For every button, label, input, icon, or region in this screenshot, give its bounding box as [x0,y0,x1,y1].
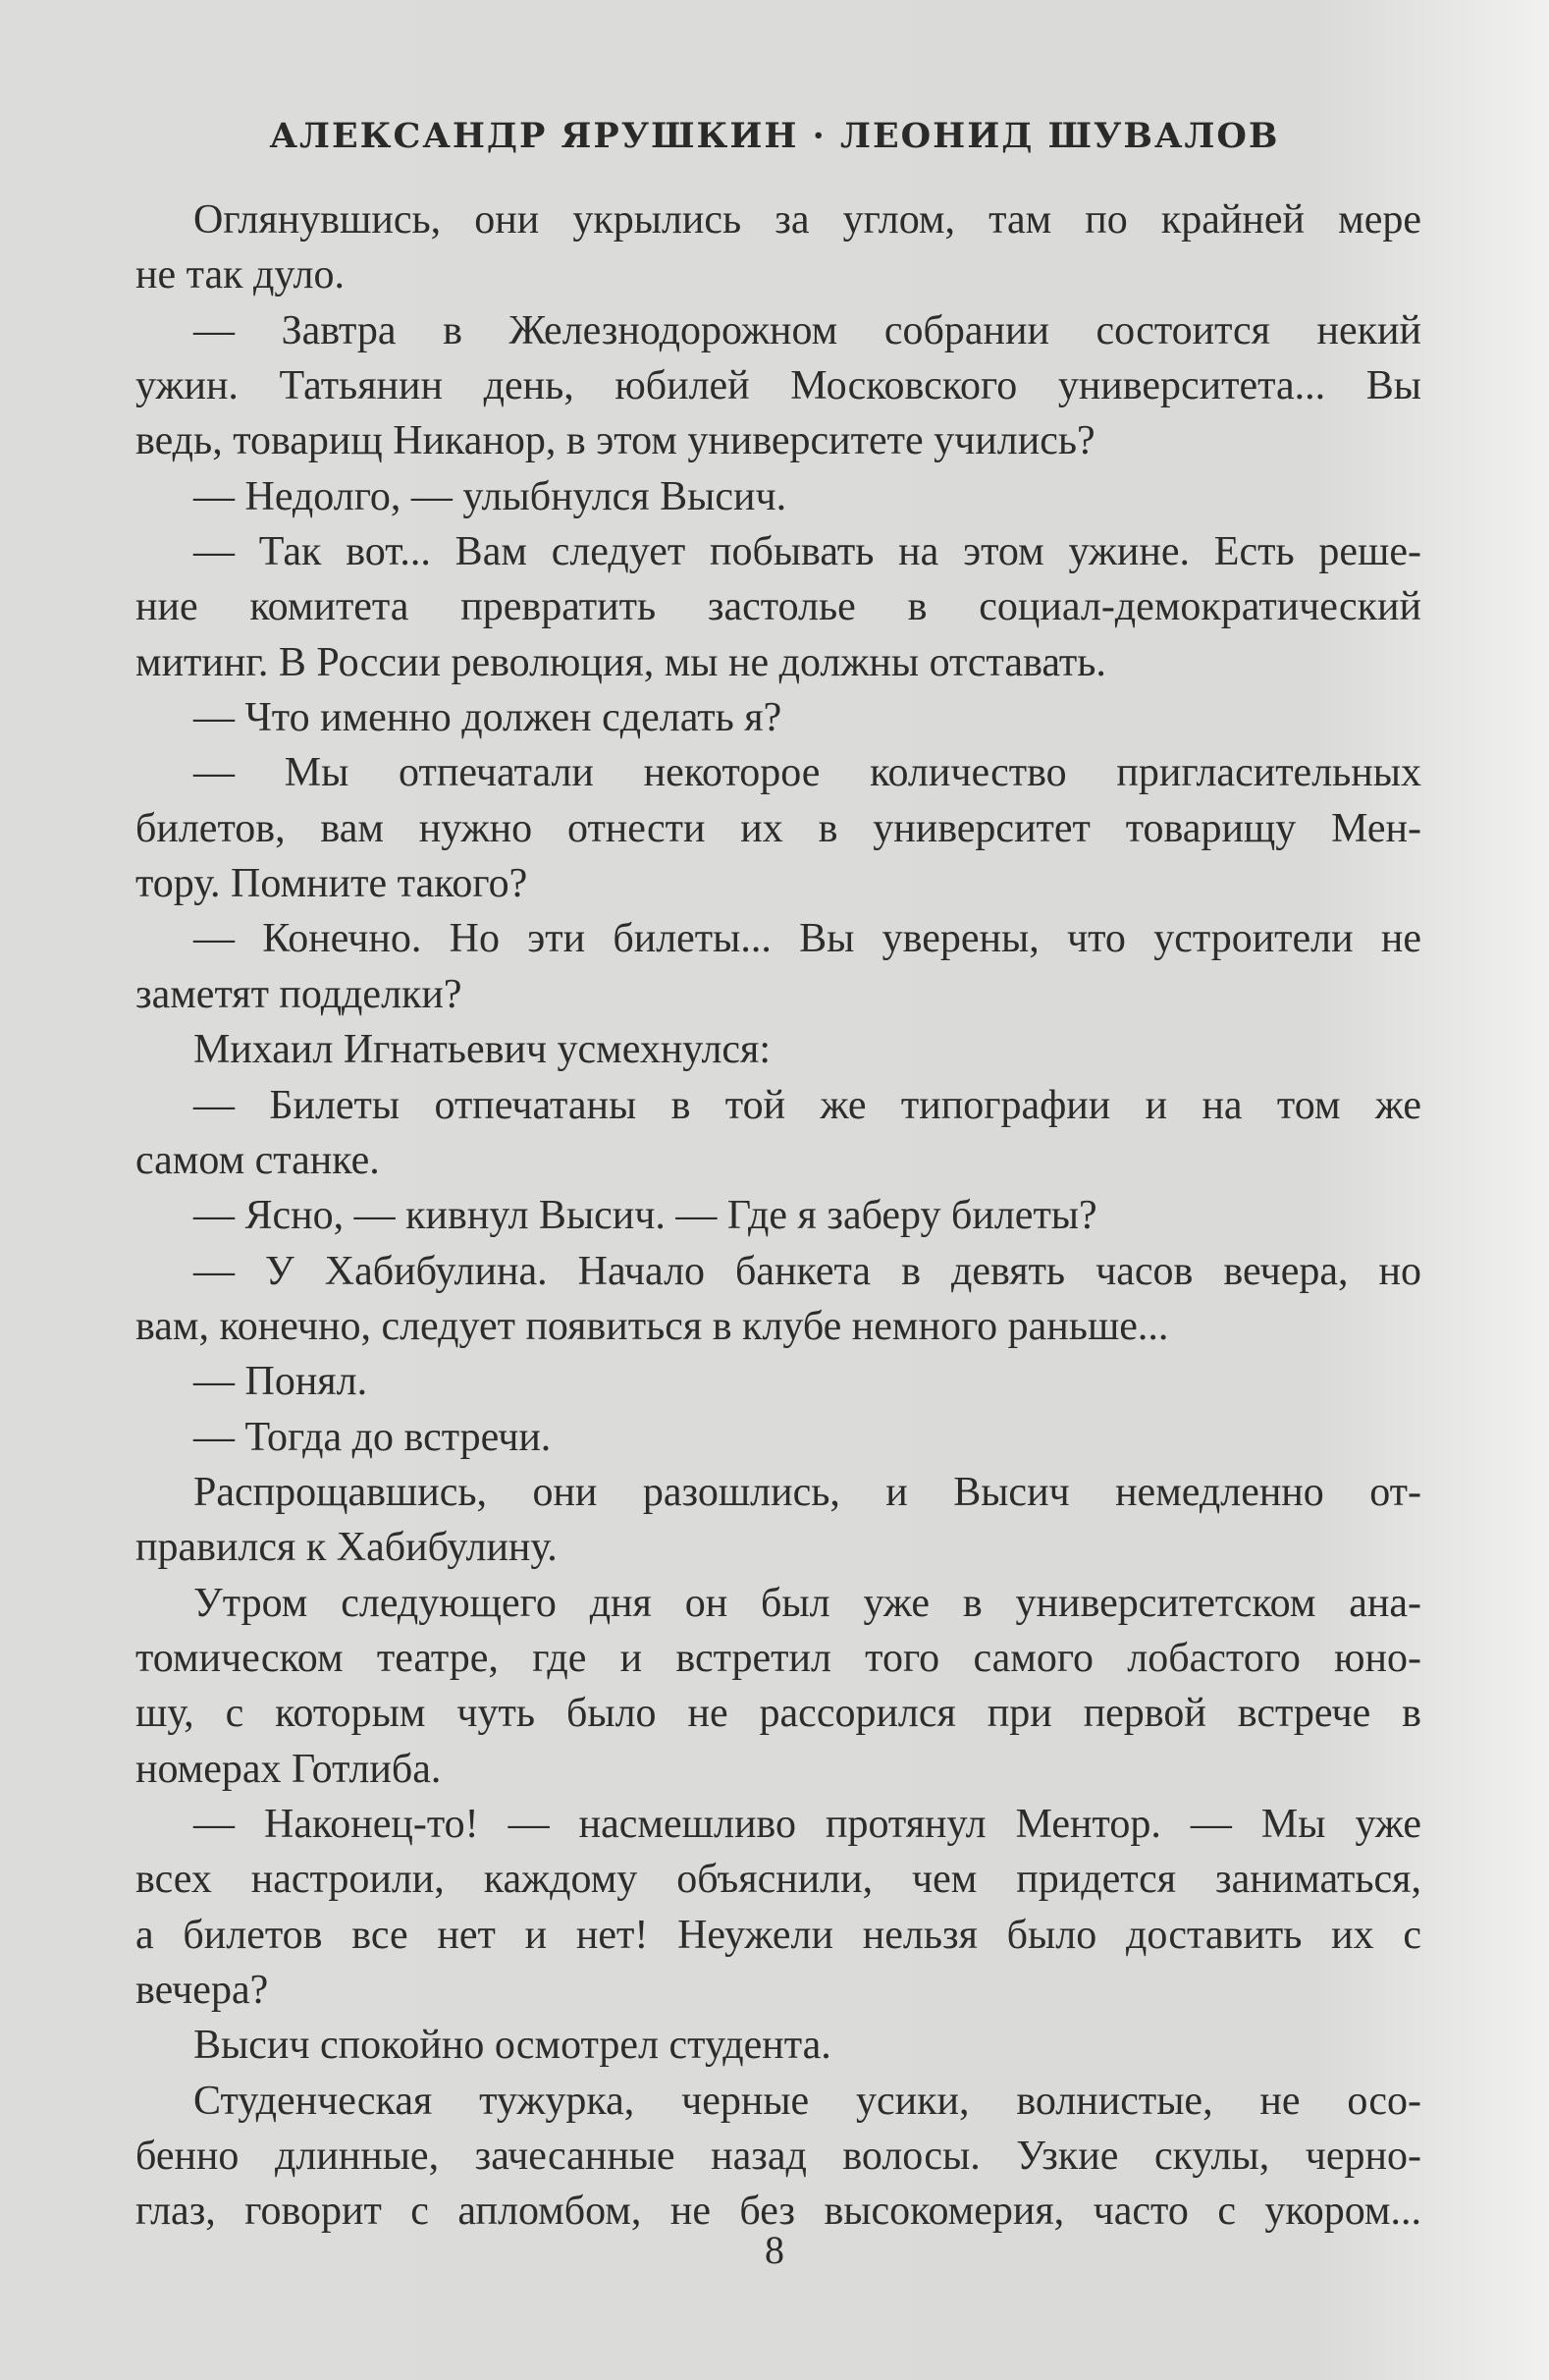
text-line: — Билеты отпечатаны в той же типографии и на том же [193,1082,1421,1128]
text-line: — Недолго, — улыбнулся Высич. [193,473,787,519]
text-line: самом станке. [135,1137,380,1183]
text-line: — Мы отпечатали некоторое количество пригласительных [193,750,1421,796]
text-line: — Наконец-то! — насмешливо протянул Ментор. — Мы уже [193,1801,1421,1847]
text-line: томическом театре, где и встретил того самого лобастого юно- [135,1635,1421,1681]
text-line: ужин. Татьянин день, юбилей Московского университета... Вы [135,363,1421,409]
text-line: ведь, товарищ Никанор, в этом университете учились? [135,418,1095,464]
text-line: вам, конечно, следует появиться в клубе немного раньше... [135,1303,1169,1349]
text-line: не так дуло. [135,252,346,298]
text-line: Высич спокойно осмотрел студента. [193,2023,831,2069]
text-line: Студенческая тужурка, черные усики, волнистые, не осо- [193,2078,1421,2124]
text-line: глаз, говорит с апломбом, не без высокомерия, часто с укором... [135,2189,1421,2235]
text-line: Оглянувшись, они укрылись за углом, там по крайней мере [193,197,1421,243]
text-line: Утром следующего дня он был уже в университетском ана- [193,1580,1421,1626]
text-line: шу, с которым чуть было не рассорился при первой встрече в [135,1691,1421,1737]
text-line: Распрощавшись, они разошлись, и Высич немедленно от- [193,1469,1421,1515]
text-line: а билетов все нет и нет! Неужели нельзя было доставить их с [135,1912,1421,1958]
text-line: — Так вот... Вам следует побывать на этом ужине. Есть реше- [193,529,1421,575]
text-line: — Понял. [193,1359,368,1405]
text-line: — Ясно, — кивнул Высич. — Где я заберу билеты? [193,1193,1097,1239]
text-line: билетов, вам нужно отнести их в университет товарищу Мен- [135,805,1421,851]
page-number: 8 [765,2228,784,2272]
text-line: ние комитета превратить застолье в социал-демократический [135,584,1421,630]
text-line: митинг. В России революция, мы не должны отставать. [135,639,1106,685]
text-line: — Тогда до встречи. [193,1414,552,1460]
running-head: АЛЕКСАНДР ЯРУШКИН · ЛЕОНИД ШУВАЛОВ [269,116,1280,156]
text-line: вечера? [135,1968,269,2013]
text-line: — Конечно. Но эти билеты... Вы уверены, что устроители не [193,916,1421,962]
text-line: правился к Хабибулину. [135,1525,558,1571]
text-line: номерах Готлиба. [135,1746,442,1792]
text-line: Михаил Игнатьевич усмехнулся: [193,1027,772,1073]
text-line: всех настроили, каждому объяснили, чем придется заниматься, [135,1857,1421,1903]
text-line: бенно длинные, зачесанные назад волосы. Узкие скулы, черно- [135,2134,1421,2180]
body-text [135,192,1421,2240]
text-line: заметят подделки? [135,971,462,1017]
text-line: — Что именно должен сделать я? [193,695,782,741]
text-line: — Завтра в Железнодорожном собрании состоится некий [193,307,1421,353]
text-line: — У Хабибулина. Начало банкета в девять часов вечера, но [193,1248,1421,1294]
text-line: тору. Помните такого? [135,861,528,907]
